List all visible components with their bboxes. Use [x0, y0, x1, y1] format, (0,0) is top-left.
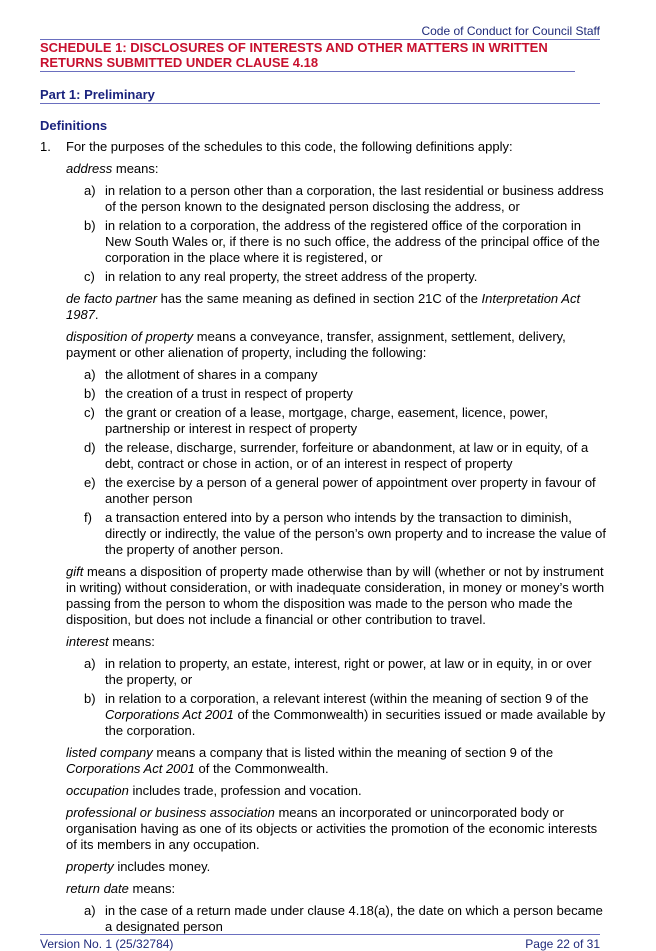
page-footer [40, 934, 600, 951]
definition-text: . [94, 307, 99, 322]
item-label: a) [84, 656, 96, 671]
defined-term: disposition of property [66, 329, 194, 344]
item-text: of the Commonwealth) in securities issued or made available by the corporation. [105, 707, 606, 738]
defined-term: de facto partner [66, 291, 158, 306]
section-heading: Definitions [40, 118, 108, 133]
defined-term: address [66, 161, 113, 176]
list-item [40, 367, 610, 383]
list-item [40, 475, 610, 507]
defined-term: occupation [66, 783, 129, 798]
list-item [40, 183, 610, 215]
item-label: d) [84, 440, 96, 455]
item-label: f) [84, 510, 92, 525]
list-item [40, 656, 610, 688]
definition-text: includes money. [113, 859, 211, 874]
item-label: b) [84, 386, 96, 401]
page-number: Page 22 of 31 [525, 937, 600, 951]
definition-professional-association [66, 805, 610, 853]
version-number: Version No. 1 (25/32784) [40, 937, 174, 951]
document-body [40, 139, 610, 941]
list-item [40, 218, 610, 266]
definition-text: means an incorporated or unincorporated body or organisation having as one of its objects or activities the promotion of the economic interests of its members in any occupation. [66, 805, 598, 852]
item-label: c) [84, 405, 95, 420]
item-text: in relation to a corporation, the address of the registered office of the corporation in New South Wales or, if there is no such office, the address of the principal office of the corporation in the place where it is registered, or [105, 218, 600, 265]
item-label: a) [84, 903, 96, 918]
part-heading: Part 1: Preliminary [40, 87, 600, 104]
definition-interest [66, 634, 610, 650]
definition-text: means a conveyance, transfer, assignment, settlement, delivery, payment or other alienation of property, including the following: [66, 329, 566, 360]
paragraph-text: For the purposes of the schedules to this code, the following definitions apply: [66, 139, 513, 154]
defined-term: listed company [66, 745, 153, 760]
item-label: c) [84, 269, 95, 284]
item-text: in relation to a corporation, a relevant interest (within the meaning of section 9 of the [105, 691, 589, 706]
defined-term: gift [66, 564, 84, 579]
item-text: the release, discharge, surrender, forfeiture or abandonment, at law or in equity, of a debt, contract or chose in action, or of an interest in respect of property [105, 440, 589, 471]
item-text: in relation to any real property, the street address of the property. [105, 269, 478, 284]
act-citation: Corporations Act 2001 [66, 761, 195, 776]
list-item [40, 405, 610, 437]
item-text: a transaction entered into by a person who intends by the transaction to diminish, directly or indirectly, the value of the person’s own property and to increase the value of the property of another person. [105, 510, 607, 557]
list-item [40, 903, 610, 935]
item-label: a) [84, 367, 96, 382]
definition-text: means a company that is listed within the meaning of section 9 of the [152, 745, 554, 760]
defined-term: interest [66, 634, 109, 649]
definition-text: means: [108, 634, 155, 649]
item-label: b) [84, 218, 96, 233]
item-text: in relation to a person other than a corporation, the last residential or business address of the person known to the designated person disclosing the address, or [105, 183, 604, 214]
item-text: the creation of a trust in respect of property [105, 386, 353, 401]
list-item [40, 386, 610, 402]
definition-text: means: [112, 161, 159, 176]
disposition-items [40, 367, 610, 558]
item-text: in relation to property, an estate, interest, right or power, at law or in equity, in or over the property, or [105, 656, 592, 687]
definition-gift [66, 564, 610, 628]
running-header: Code of Conduct for Council Staff [40, 24, 600, 40]
numbered-paragraph [40, 139, 610, 155]
defined-term: professional or business association [66, 805, 275, 820]
item-label: e) [84, 475, 96, 490]
item-label: a) [84, 183, 96, 198]
definition-text: of the Commonwealth. [194, 761, 329, 776]
definition-return-date [66, 881, 610, 897]
definition-address [66, 161, 610, 177]
act-citation: Corporations Act 2001 [105, 707, 234, 722]
definition-property [66, 859, 610, 875]
list-item [40, 691, 610, 739]
definition-de-facto-partner [66, 291, 610, 323]
item-text: in the case of a return made under clause 4.18(a), the date on which a person became a designated person [105, 903, 603, 934]
item-text: the exercise by a person of a general power of appointment over property in favour of another person [105, 475, 596, 506]
list-item [40, 510, 610, 558]
defined-term: return date [66, 881, 129, 896]
item-text: the grant or creation of a lease, mortgage, charge, easement, licence, power, partnership or interest in respect of property [105, 405, 548, 436]
list-item [40, 440, 610, 472]
definition-occupation [66, 783, 610, 799]
list-item [40, 269, 610, 285]
definition-text: includes trade, profession and vocation. [128, 783, 362, 798]
item-label: b) [84, 691, 96, 706]
defined-term: property [66, 859, 114, 874]
paragraph-number: 1. [40, 139, 51, 154]
interest-items [40, 656, 610, 739]
definition-text: has the same meaning as defined in section 21C of the [157, 291, 482, 306]
item-text: the allotment of shares in a company [105, 367, 318, 382]
schedule-title: SCHEDULE 1: DISCLOSURES OF INTERESTS AND OTHER MATTERS IN WRITTEN RETURNS SUBMITTED UNDER CLAUSE 4.18 [40, 40, 575, 72]
definition-listed-company [66, 745, 610, 777]
act-citation: Interpretation Act 1987 [66, 291, 581, 322]
address-items [40, 183, 610, 285]
definition-text: means a disposition of property made otherwise than by will (whether or not by instrument in writing) without consideration, or with inadequate consideration, in money or money’s worth passing from the person to whom the disposition was made to the person who made the disposition, but does not include a financial or other contribution to travel. [66, 564, 605, 627]
definition-text: means: [128, 881, 176, 896]
return-date-items [40, 903, 610, 935]
definition-disposition-of-property [66, 329, 610, 361]
